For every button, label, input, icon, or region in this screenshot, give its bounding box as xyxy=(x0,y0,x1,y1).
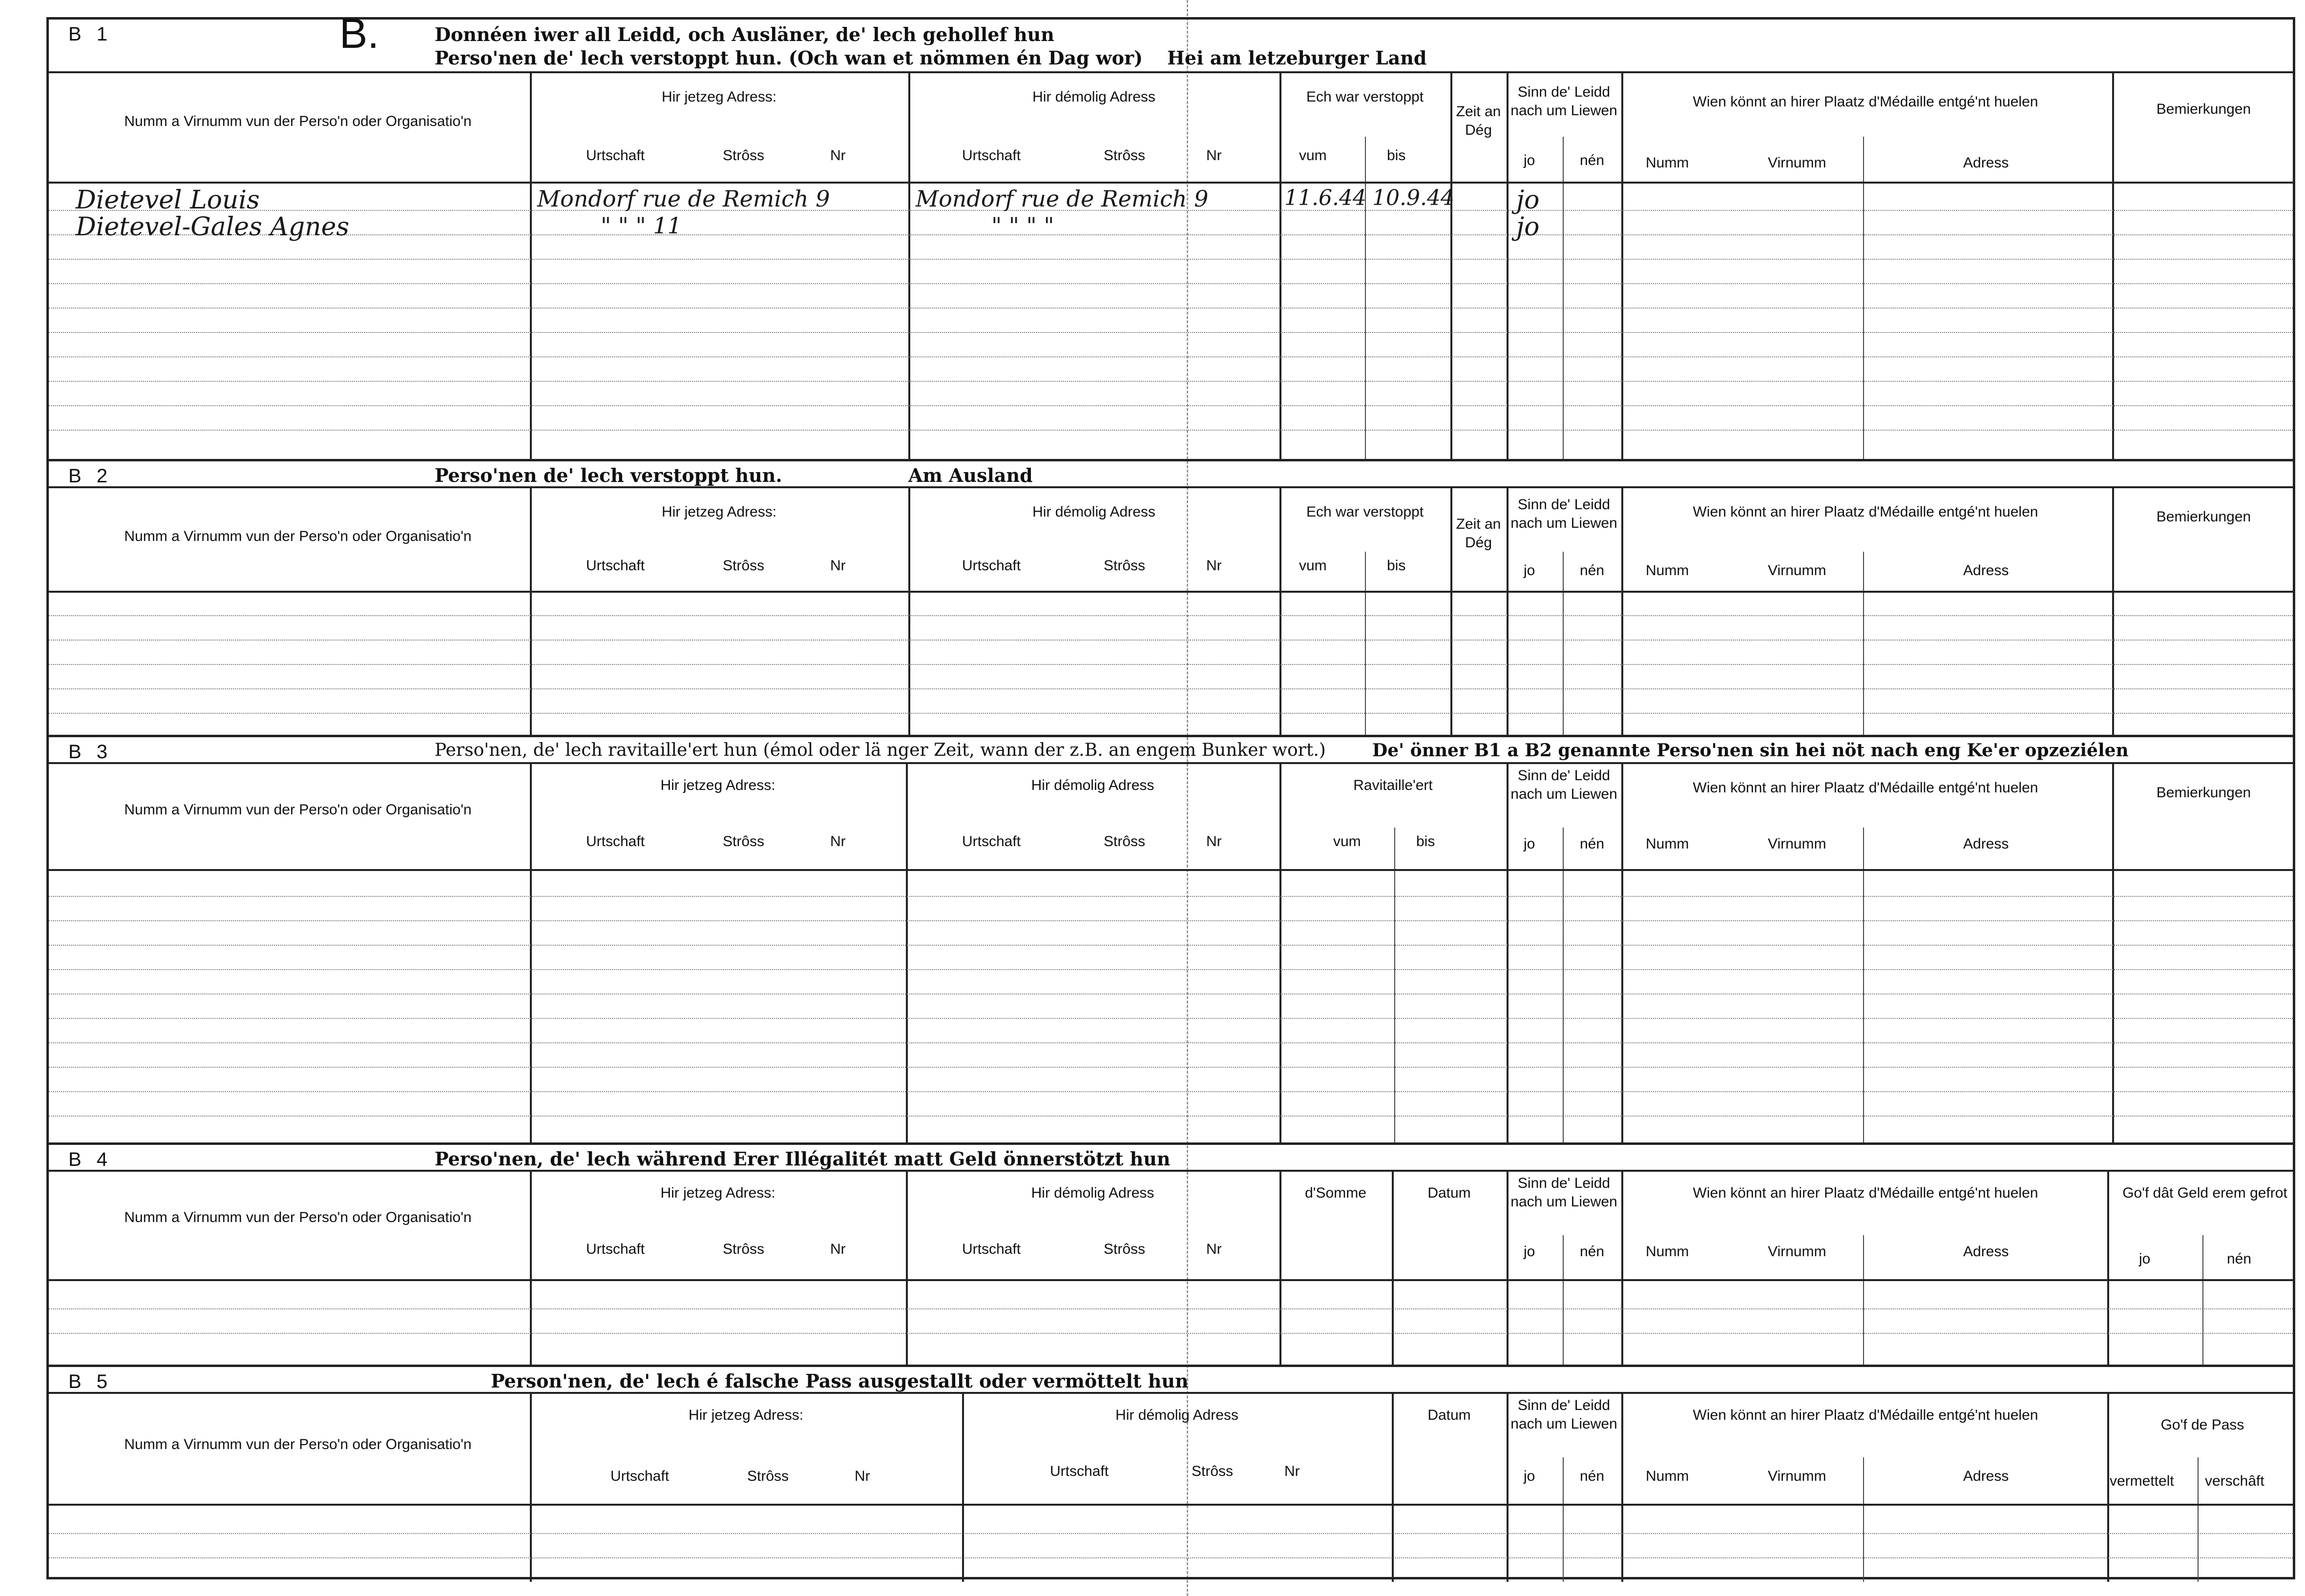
col-vum: vum xyxy=(1333,833,1361,850)
col-vum: vum xyxy=(1299,558,1327,574)
col-stross: Strôss xyxy=(747,1468,789,1484)
section-title-line2: Perso'nen de' lech verstoppt hun. (Och wan et nömmen én Dag wor) xyxy=(435,47,1143,69)
col-medal: Wien könnt an hirer Plaatz d'Médaille entgé'nt huelen xyxy=(1693,94,2038,110)
col-former-address: Hir démolig Adress xyxy=(1032,89,1155,105)
col-numm: Numm xyxy=(1646,155,1689,171)
col-alive: Sinn de' Leidd nach um Liewen xyxy=(1510,1175,1617,1210)
section-title-line1: Donnéen iwer all Leidd, och Ausläner, de' lech gehollef hun xyxy=(435,23,1054,45)
col-vum: vum xyxy=(1299,147,1327,164)
section-b2-table xyxy=(49,488,2293,735)
col-numm: Numm xyxy=(1646,836,1689,852)
col-current-address: Hir jetzeg Adress: xyxy=(661,504,777,520)
col-vermettelt: vermettelt xyxy=(2110,1473,2174,1489)
col-ort: Urtschaft xyxy=(610,1468,670,1484)
col-jo: jo xyxy=(1524,836,1535,852)
entry-name: Dietevel-Gales Agnes xyxy=(76,212,350,242)
col-ort: Urtschaft xyxy=(962,1241,1021,1257)
col-stross: Strôss xyxy=(1192,1463,1234,1479)
col-nen: nén xyxy=(2227,1251,2252,1267)
col-current-address: Hir jetzeg Adress: xyxy=(660,777,775,793)
col-ort: Urtschaft xyxy=(586,558,645,574)
col-nen: nén xyxy=(1580,836,1605,852)
col-virnumm: Virnumm xyxy=(1768,1244,1826,1260)
col-days: Zeit an Dég xyxy=(1456,104,1501,138)
col-stross: Strôss xyxy=(723,1241,765,1257)
col-nr: Nr xyxy=(1206,147,1222,164)
form-letter: B. xyxy=(339,10,379,57)
col-medal: Wien könnt an hirer Plaatz d'Médaille entgé'nt huelen xyxy=(1693,504,2038,520)
section-b1 xyxy=(49,10,2293,461)
col-sum: d'Somme xyxy=(1305,1185,1366,1201)
col-numm: Numm xyxy=(1646,1468,1689,1484)
section-b2 xyxy=(49,461,2293,737)
col-former-address: Hir démolig Adress xyxy=(1031,777,1154,793)
col-name-header: Numm a Virnumm vun der Perso'n oder Organisatio'n xyxy=(124,113,472,129)
section-b4 xyxy=(49,1145,2293,1367)
section-title: Perso'nen de' lech verstoppt hun. xyxy=(435,464,782,486)
col-medal: Wien könnt an hirer Plaatz d'Médaille entgé'nt huelen xyxy=(1693,780,2038,796)
col-nen: nén xyxy=(1580,1244,1605,1260)
col-ort: Urtschaft xyxy=(586,147,645,164)
col-alive: Sinn de' Leidd nach um Liewen xyxy=(1510,84,1617,119)
col-stross: Strôss xyxy=(1104,558,1146,574)
col-former-address: Hir démolig Adress xyxy=(1031,1185,1154,1201)
col-date: Datum xyxy=(1427,1185,1471,1201)
col-nr: Nr xyxy=(855,1468,870,1484)
entry-current-address: " " " 11 xyxy=(601,212,682,239)
col-hidden: Ech war verstoppt xyxy=(1306,89,1424,105)
section-id: B 2 xyxy=(68,465,113,487)
col-medal: Wien könnt an hirer Plaatz d'Médaille entgé'nt huelen xyxy=(1693,1185,2038,1201)
section-note: De' önner B1 a B2 genannte Perso'nen sin hei nöt nach eng Ke'er opzeziélen xyxy=(1372,740,2129,761)
col-current-address: Hir jetzeg Adress: xyxy=(661,89,777,105)
section-b5-table xyxy=(49,1394,2293,1582)
col-bemierkungen: Bemierkungen xyxy=(2156,101,2251,117)
col-name-header: Numm a Virnumm vun der Perso'n oder Organisatio'n xyxy=(124,528,472,544)
col-supplied: Ravitaille'ert xyxy=(1353,777,1433,793)
section-b3 xyxy=(49,737,2293,1145)
col-date: Datum xyxy=(1427,1407,1471,1423)
col-numm: Numm xyxy=(1646,562,1689,579)
col-stross: Strôss xyxy=(723,558,765,574)
col-bis: bis xyxy=(1387,147,1406,164)
col-virnumm: Virnumm xyxy=(1768,155,1826,171)
col-jo: jo xyxy=(1524,562,1535,579)
entry-alive: jo xyxy=(1516,186,1540,215)
section-id: B 1 xyxy=(68,23,113,45)
col-jo: jo xyxy=(1524,1244,1535,1260)
col-nr: Nr xyxy=(1284,1463,1300,1479)
col-nen: nén xyxy=(1580,562,1605,579)
col-jo: jo xyxy=(1524,152,1535,168)
col-nr: Nr xyxy=(830,1241,846,1257)
col-alive: Sinn de' Leidd nach um Liewen xyxy=(1510,767,1617,802)
col-bemierkungen: Bemierkungen xyxy=(2156,785,2251,801)
section-b1-table xyxy=(49,73,2293,459)
col-ort: Urtschaft xyxy=(962,833,1021,850)
col-bis: bis xyxy=(1387,558,1406,574)
section-title-place: Am Ausland xyxy=(908,464,1033,486)
col-pass: Go'f de Pass xyxy=(2160,1417,2244,1433)
col-name-header: Numm a Virnumm vun der Perso'n oder Organisatio'n xyxy=(124,1436,472,1452)
col-virnumm: Virnumm xyxy=(1768,562,1826,579)
section-id: B 3 xyxy=(68,741,113,763)
col-nr: Nr xyxy=(830,833,846,850)
col-alive: Sinn de' Leidd nach um Liewen xyxy=(1510,497,1617,531)
col-ort: Urtschaft xyxy=(962,558,1021,574)
col-adress: Adress xyxy=(1963,562,2009,579)
col-nen: nén xyxy=(1580,1468,1605,1484)
col-ort: Urtschaft xyxy=(586,1241,645,1257)
col-jo: jo xyxy=(2139,1251,2151,1267)
col-medal: Wien könnt an hirer Plaatz d'Médaille entgé'nt huelen xyxy=(1693,1407,2038,1423)
col-stross: Strôss xyxy=(723,833,765,850)
section-title: Perso'nen, de' lech ravitaille'ert hun (émol oder lä nger Zeit, wann der z.B. an engem Bunker wort.) xyxy=(435,740,1326,760)
col-jo: jo xyxy=(1524,1468,1535,1484)
col-alive: Sinn de' Leidd nach um Liewen xyxy=(1510,1397,1617,1432)
section-b1-header xyxy=(49,10,2293,73)
col-verschaft: verschâft xyxy=(2205,1473,2264,1489)
col-former-address: Hir démolig Adress xyxy=(1032,504,1155,520)
col-nen: nén xyxy=(1580,152,1605,168)
section-b3-table xyxy=(49,764,2293,1142)
col-bemierkungen: Bemierkungen xyxy=(2156,509,2251,525)
col-money-returned: Go'f dât Geld erem gefrot xyxy=(2122,1185,2287,1201)
section-b4-header xyxy=(49,1145,2293,1172)
col-hidden: Ech war verstoppt xyxy=(1306,504,1424,520)
col-stross: Strôss xyxy=(1104,833,1146,850)
col-days: Zeit an Dég xyxy=(1456,516,1501,551)
entry-from: 11.6.44 xyxy=(1284,186,1366,210)
entry-alive: jo xyxy=(1516,212,1540,242)
col-stross: Strôss xyxy=(723,147,765,164)
section-b5 xyxy=(49,1367,2293,1582)
col-nr: Nr xyxy=(1206,833,1222,850)
col-current-address: Hir jetzeg Adress: xyxy=(688,1407,804,1423)
section-title: Person'nen, de' lech é falsche Pass ausgestallt oder vermöttelt hun xyxy=(491,1370,1189,1392)
col-virnumm: Virnumm xyxy=(1768,1468,1826,1484)
col-adress: Adress xyxy=(1963,155,2009,171)
col-former-address: Hir démolig Adress xyxy=(1115,1407,1238,1423)
col-adress: Adress xyxy=(1963,1244,2009,1260)
section-b2-header xyxy=(49,461,2293,488)
entry-former-address: Mondorf rue de Remich 9 xyxy=(916,186,1209,212)
col-virnumm: Virnumm xyxy=(1768,836,1826,852)
section-title: Perso'nen, de' lech während Erer Illégalitét matt Geld önnerstötzt hun xyxy=(435,1148,1171,1170)
col-nr: Nr xyxy=(830,558,846,574)
col-name-header: Numm a Virnumm vun der Perso'n oder Organisatio'n xyxy=(124,802,472,818)
section-id: B 5 xyxy=(68,1371,113,1392)
col-stross: Strôss xyxy=(1104,147,1146,164)
col-ort: Urtschaft xyxy=(586,833,645,850)
form-page xyxy=(46,10,2295,1579)
entry-former-address: " " " " xyxy=(991,212,1054,239)
section-b4-table xyxy=(49,1172,2293,1365)
entry-to: 10.9.44 xyxy=(1372,186,1454,210)
col-name-header: Numm a Virnumm vun der Perso'n oder Organisatio'n xyxy=(124,1209,472,1225)
col-adress: Adress xyxy=(1963,836,2009,852)
col-current-address: Hir jetzeg Adress: xyxy=(660,1185,775,1201)
col-ort: Urtschaft xyxy=(1050,1463,1109,1479)
col-stross: Strôss xyxy=(1104,1241,1146,1257)
entry-name: Dietevel Louis xyxy=(76,186,260,215)
col-bis: bis xyxy=(1416,833,1435,850)
col-numm: Numm xyxy=(1646,1244,1689,1260)
col-adress: Adress xyxy=(1963,1468,2009,1484)
section-title-place: Hei am letzeburger Land xyxy=(1167,47,1427,69)
section-b5-header xyxy=(49,1367,2293,1394)
col-nr: Nr xyxy=(1206,1241,1222,1257)
section-b3-header xyxy=(49,737,2293,764)
col-nr: Nr xyxy=(830,147,846,164)
section-id: B 4 xyxy=(68,1149,113,1170)
col-ort: Urtschaft xyxy=(962,147,1021,164)
col-nr: Nr xyxy=(1206,558,1222,574)
entry-current-address: Mondorf rue de Remich 9 xyxy=(537,186,830,212)
